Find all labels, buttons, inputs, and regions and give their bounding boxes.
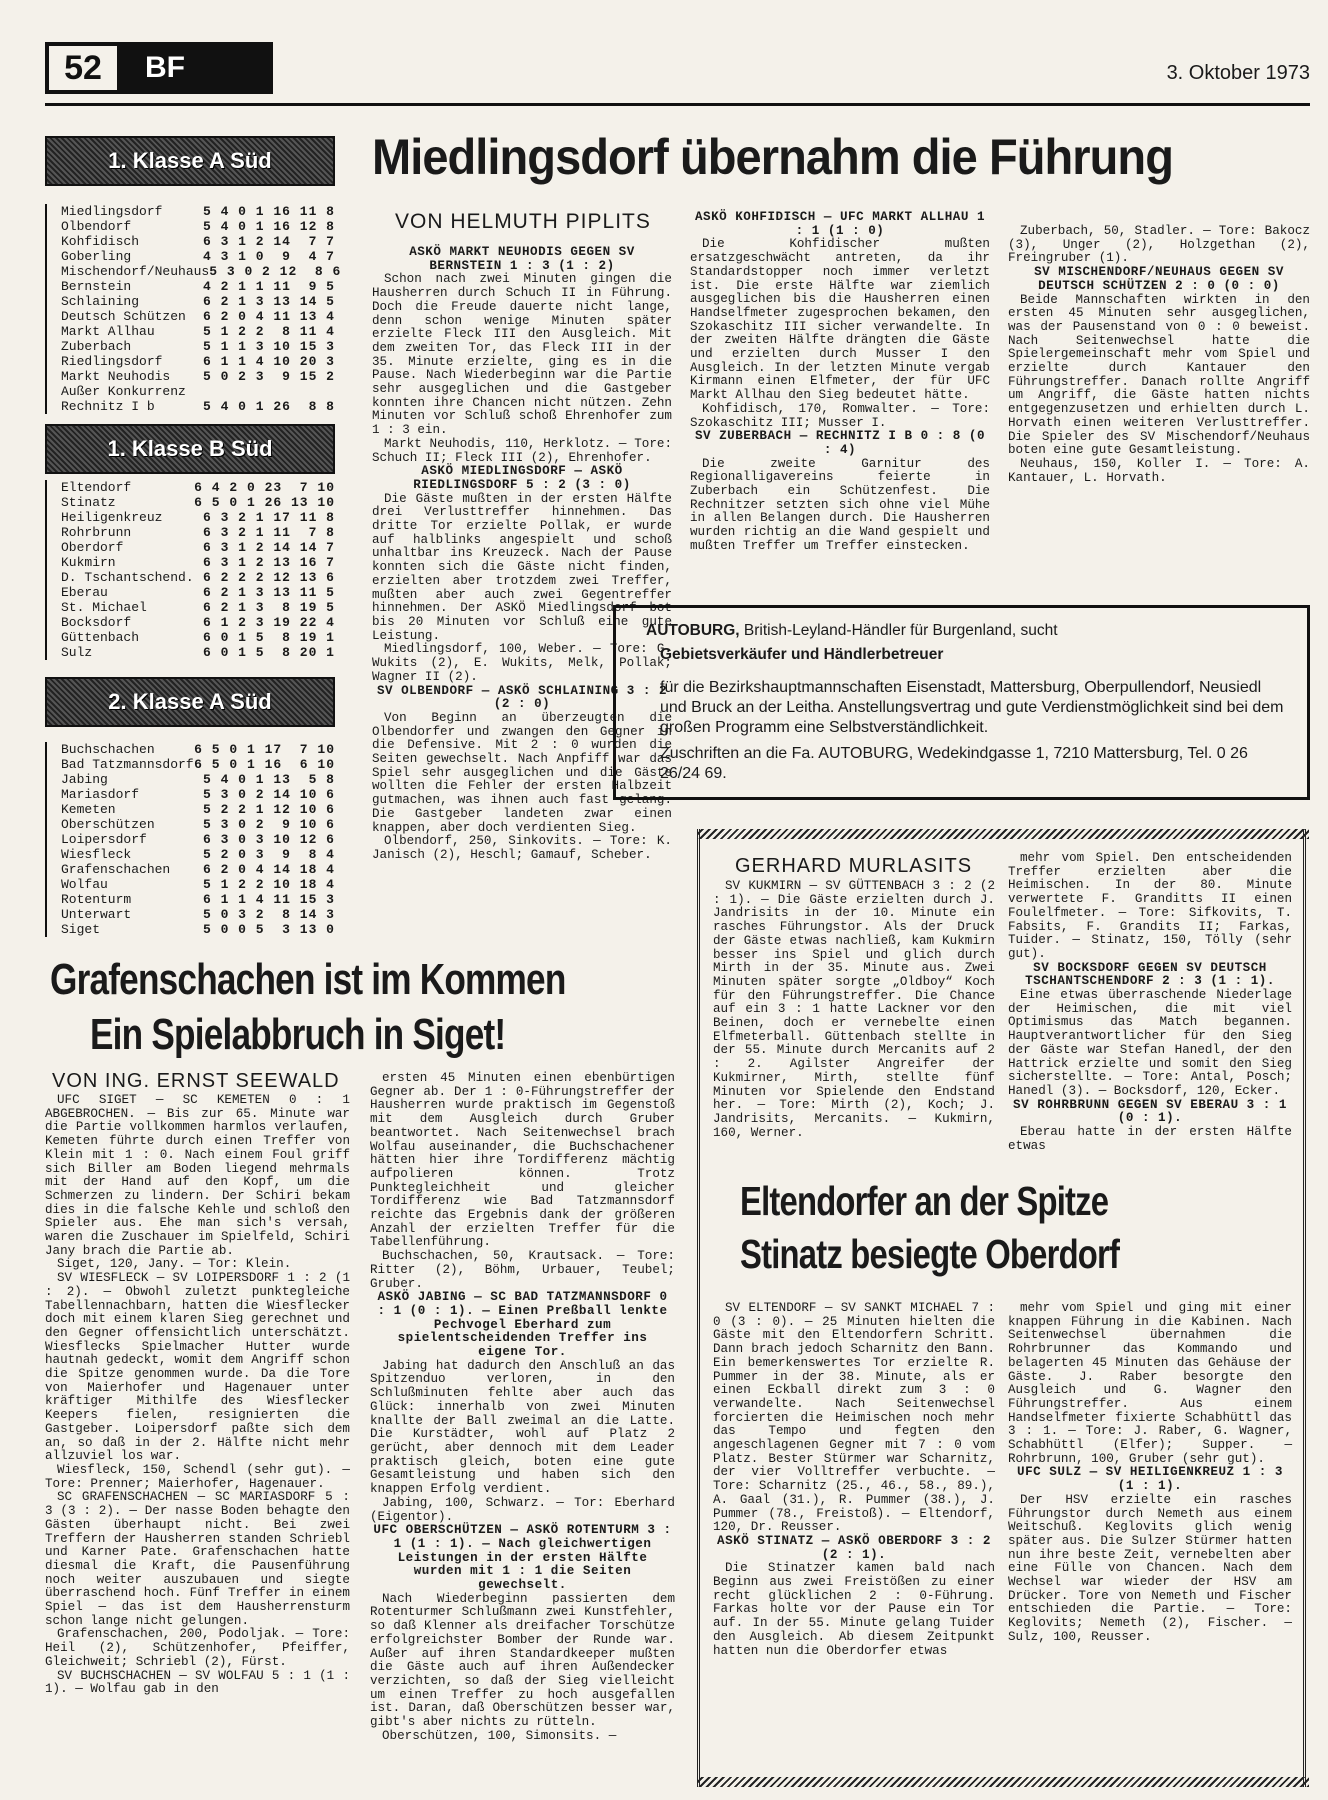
table-row	[61, 480, 335, 495]
table-row	[61, 757, 335, 772]
team-stats: 4 2 1 1 11 9 5	[202, 279, 335, 294]
paragraph: Die Gäste mußten in der ersten Hälfte drei Verlusttreffer hinnehmen. Das dritte Tor erzielte Pollak, er wurde auf halblinks angespielt und schoß unhaltbar ins Kreuzeck. Nach der Pause konnten sich die Gäste nicht finden, erzielten aber trotzdem zwei Treffer, mußten aber auch zwei Gegentreffer hinnehmen. Der ASKÖ Miedlingsdorf bot bis 20 Minuten vor Schluß eine gute Leistung.	[372, 491, 672, 643]
table-row	[61, 742, 335, 757]
team-name: Schlaining	[61, 294, 140, 309]
masthead	[45, 42, 1310, 106]
table-row	[61, 249, 335, 264]
table-row	[61, 525, 335, 540]
table-row	[61, 540, 335, 555]
team-stats: 4 3 1 0 9 4 7	[202, 249, 335, 264]
paragraph: Die zweite Garnitur des Regionalligavereins feierte in Zuberbach ein Schützenfest. Die Rechnitzer setzten sich ohne viel Mühe in allen Belangen durch. Die Hausherren wurden richtig an die Wand gespielt und mußten Treffer um Treffer einstecken.	[690, 456, 990, 553]
match-heading: SV OLBENDORF — ASKÖ SCHLAINING 3 : 2 (2 : 0)	[376, 683, 668, 712]
team-name: Loipersdorf	[61, 832, 147, 847]
headline-spielabbruch: Ein Spielabbruch in Siget!	[90, 1010, 506, 1059]
team-stats: 6 3 2 1 17 11 8	[202, 510, 335, 525]
byline-seewald: VON ING. ERNST SEEWALD	[52, 1070, 340, 1092]
match-heading: SV ROHRBRUNN GEGEN SV EBERAU 3 : 1 (0 : 1).	[1013, 1097, 1287, 1126]
paragraph: SV ELTENDORF — SV SANKT MICHAEL 7 : 0 (3 : 0). — 25 Minuten hielten die Gäste mit den Eltendorfern Schritt. Dann brach jedoch Scharnitz den Bann. Ein bemerkenswertes Tor erzielte R. Pummer in der 38. Minute, als er einen Eckball direkt zum 3 : 0 verwandelte. Nach Seitenwechsel forcierten die Heimischen noch mehr das Tempo und fegten den angeschlagenen Gegner mit 7 : 0 vom Platz. Bester Stürmer war Scharnitz, der vier Volltreffer verbuchte. — Tore: Scharnitz (25., 46., 58., 89.), A. Gaal (31.), R. Pummer (38.), J. Pummer (78., Freistoß). — Eltendorf, 120, Dr. Reusser.	[713, 1301, 995, 1535]
team-stats: 5 2 0 3 9 8 4	[202, 847, 335, 862]
byline-piplits: VON HELMUTH PIPLITS	[395, 210, 651, 233]
table-row	[61, 570, 335, 585]
ad-intro: British-Leyland-Händler für Burgenland, sucht	[743, 622, 1058, 639]
paragraph: Jabing hat dadurch den Anschluß an das Spitzenduo verloren, in den Schlußminuten fehlte aber auch das Glück: innerhalb von zwei Minuten knallte der Ball zweimal an die Latte. Die Kurstädter, wohl auf Platz 2 gerücht, aber dennoch mit dem Leader praktisch gleich, boten eine gute Gesamtleistung und haben sich den knappen Erfolg verdient.	[370, 1358, 675, 1497]
team-stats: 5 1 1 3 10 15 3	[202, 339, 335, 354]
team-name: Bocksdorf	[61, 615, 132, 630]
team-name: Jabing	[61, 772, 108, 787]
match-heading: SV MISCHENDORF/NEUHAUS GEGEN SV DEUTSCH SCHÜTZEN 2 : 0 (0 : 0)	[1034, 265, 1284, 293]
table-row	[61, 369, 335, 384]
table-row	[61, 309, 335, 324]
team-stats: 5 1 2 2 10 18 4	[202, 877, 335, 892]
table-row	[61, 294, 335, 309]
match-heading: ASKÖ KOHFIDISCH — UFC MARKT ALLHAU 1 : 1 (1 : 0)	[694, 210, 986, 238]
ad-company: AUTOBURG,	[646, 622, 740, 639]
ad-line-1	[646, 622, 1289, 640]
paragraph: Der HSV erzielte ein rasches Führungstor durch Nemeth aus einem Weitschuß. Keglovits glich wenig später aus. Die Sulzer Stürmer hatten nun ihre beste Zeit, vernebelten aber eine Fülle von Chancen. Nach dem Wechsel war wieder der HSV am Drücker. Tore von Nemeth und Fischer entschieden die Partie. — Tore: Keglovits; Nemeth (2), Fischer. — Sulz, 100, Reusser.	[1008, 1492, 1292, 1644]
team-name: D. Tschantschend.	[61, 570, 194, 585]
team-name: Mariasdorf	[61, 787, 140, 802]
team-stats: 5 4 0 1 16 11 8	[202, 204, 335, 219]
paragraph: Buchschachen, 50, Krautsack. — Tore: Ritter (2), Böhm, Urbauer, Teubel; Gruber.	[370, 1249, 675, 1291]
team-name: Siget	[61, 922, 101, 937]
team-name: Rohrbrunn	[61, 525, 132, 540]
team-stats: 5 3 0 2 14 10 6	[202, 787, 335, 802]
table-row	[61, 630, 335, 645]
article4-column-1	[713, 1302, 995, 1770]
job-advertisement	[613, 605, 1310, 800]
team-stats: 6 3 0 3 10 12 6	[202, 832, 335, 847]
paragraph: SV BUCHSCHACHEN — SV WOLFAU 5 : 1 (1 : 1). — Wolfau gab in den	[45, 1668, 350, 1697]
team-stats: 5 3 0 2 9 10 6	[202, 817, 335, 832]
byline-murlasits: GERHARD MURLASITS	[735, 855, 973, 877]
page-header-box	[45, 42, 273, 94]
team-name: Zuberbach	[61, 339, 132, 354]
article2-column-1	[45, 1094, 350, 1784]
team-stats: 6 1 2 3 19 22 4	[202, 615, 335, 630]
table-row	[61, 204, 335, 219]
table-row	[61, 847, 335, 862]
team-name: Wolfau	[61, 877, 108, 892]
box-border-left	[697, 829, 701, 1787]
paragraph: SC GRAFENSCHACHEN — SC MARIASDORF 5 : 3 (3 : 2). — Der nasse Boden behagte den Gästen überhaupt nicht. Bei zwei Treffern der Hausherren standen Schriebl und Karner Pate. Grafenschachen hatte diesmal die Kraft, die Pausenführung noch weiter auszubauen und siegte überraschend hoch. Fünf Treffer in einem Spiel — das ist dem Hausherrensturm schon lange nicht gelungen.	[45, 1490, 350, 1628]
paragraph: mehr vom Spiel und ging mit einer knappen Führung in die Kabinen. Nach Seitenwechsel übernahmen die Rohrbrunner das Kommando und belagerten 45 Minuten das Gehäuse der Gäste. J. Raber besorgte den Ausgleich und G. Wagner den Führungstreffer. Aus einem Handselfmeter fixierte Schabhüttl das 3 : 1. — Tore: J. Raber, G. Wagner, Schabhüttl (Elfer); Supper. — Rohrbrunn, 100, Gruber (sehr gut).	[1008, 1301, 1292, 1466]
box-border-bottom	[697, 1777, 1309, 1787]
table-row	[61, 384, 335, 399]
league-table-2	[45, 480, 335, 660]
paragraph: SV KUKMIRN — SV GÜTTENBACH 3 : 2 (2 : 1). — Die Gäste erzielten durch J. Jandrisits in der 10. Minute ein rasches Führungstor. Als der Druck der Gäste etwas nachließ, kam Kukmirn besser ins Spiel und glich durch Mirth in der 35. Minute aus. Zwei Minuten später sorgte „Oldboy“ Koch für den Führungstreffer. Die Chance auf ein 3 : 1 hatte Lackner vor den Beinen, doch er vernebelte einen Elfmeterball. Güttenbach stellte in der 55. Minute durch Mercanits auf 2 : 2. Agilster Angreifer der Kukmirner, Mirth, stellte fünf Minuten vor Spielende den Endstand her. — Tore: Mirth (2), Koch; J. Jandrisits, Mercanits. — Kukmirn, 160, Werner.	[713, 879, 995, 1140]
table-row	[61, 907, 335, 922]
team-name: Unterwart	[61, 907, 132, 922]
team-name: Riedlingsdorf	[61, 354, 163, 369]
team-stats: 6 0 1 5 8 19 1	[202, 630, 335, 645]
team-stats: 5 0 2 3 9 15 2	[202, 369, 335, 384]
team-stats: 6 3 1 2 14 14 7	[202, 540, 335, 555]
paragraph: Olbendorf, 250, Sinkovits. — Tore: K. Janisch (2), Heschl; Gamauf, Scheber.	[372, 834, 672, 862]
paragraph: Die Stinatzer kamen bald nach Beginn aus zwei Freistößen zu einer recht glücklichen 2 : 0-Führung. Farkas holte vor der Pause ein Tor auf. In der 55. Minute gelang Tuider den Ausgleich. Ab diesem Zeitpunkt hatten nun die Oberdorfer etwas	[713, 1561, 995, 1658]
ad-contact: Zuschriften an die Fa. AUTOBURG, Wedekindgasse 1, 7210 Mattersburg, Tel. 0 26 26/24 69.	[660, 745, 1248, 782]
headline-grafenschachen: Grafenschachen ist im Kommen	[50, 955, 566, 1004]
paragraph: Siget, 120, Jany. — Tor: Klein.	[57, 1257, 292, 1272]
team-stats: 6 5 0 1 16 6 10	[194, 757, 335, 772]
table-row	[61, 339, 335, 354]
paragraph: Jabing, 100, Schwarz. — Tor: Eberhard (Eigentor).	[370, 1495, 675, 1524]
paragraph: Grafenschachen, 200, Podoljak. — Tore: Heil (2), Schützenhofer, Pfeiffer, Gleichweit; Schriebl (2), Fürst.	[45, 1627, 350, 1669]
team-name: Heiligenkreuz	[61, 510, 163, 525]
article1-column-1	[372, 246, 672, 944]
team-name: Grafenschachen	[61, 862, 171, 877]
team-name: Goberling	[61, 249, 132, 264]
table-row	[61, 787, 335, 802]
table-row	[61, 802, 335, 817]
paragraph: Wiesfleck, 150, Schendl (sehr gut). — Tore: Prenner; Maierhofer, Hagenauer.	[45, 1462, 350, 1491]
team-stats: 6 3 1 2 14 7 7	[202, 234, 335, 249]
table-row	[61, 264, 342, 279]
paragraph: Die Kohfidischer mußten ersatzgeschwächt antreten, da ihr Standardstopper noch immer verletzt ist. Die erste Hälfte war ziemlich ausgeglichen bis die Hausherren einen Handselfmeter zugesprochen bekamen, den Szokaschitz III sicher verwandelte. In der zweiten Hälfte drängten die Gäste und erzielten durch Musser I den Ausgleich. In der letzten Minute vergab Kirmann einen Elfmeter, der für UFC Markt Allhau den Sieg bedeutet hätte.	[690, 237, 990, 403]
headline-miedlingsdorf: Miedlingsdorf übernahm die Führung	[372, 129, 1173, 185]
table-row	[61, 645, 335, 660]
team-name: Markt Allhau	[61, 324, 155, 339]
team-stats: 6 5 0 1 17 7 10	[194, 742, 335, 757]
team-name: Güttenbach	[61, 630, 140, 645]
article2-column-2	[370, 1072, 675, 1784]
table-row	[61, 600, 335, 615]
paragraph: ersten 45 Minuten einen ebenbürtigen Gegner ab. Der 1 : 0-Führungstreffer der Hausherren wurde praktisch im Gegenstoß mit dem Ausgleich durch Gruber beantwortet. Nach Seitenwechsel brach Wolfau auseinander, die Buchschachener hätten hier ihre Tordifferenz mächtig aufpolieren können. Trotz Punktegleichheit und gleicher Tordifferenz wie Bad Tatzmannsdorf reichte das Ergebnis dank der größeren Anzahl der erzielten Treffer für die Tabellenführung.	[370, 1071, 675, 1250]
headline-eltendorfer: Eltendorfer an der Spitze	[740, 1178, 1109, 1224]
table-3-title: 2. Klasse A Süd	[45, 677, 335, 727]
paragraph: Eberau hatte in der ersten Hälfte etwas	[1008, 1125, 1292, 1153]
team-stats: 6 3 1 2 13 16 7	[202, 555, 335, 570]
paragraph: Eine etwas überraschende Niederlage der Heimischen, die mit viel Optimismus das Match begannen. Hauptverantwortlicher für den Sieg der Gäste war Stefan Hanedl, der den Hattrick erzielte und somit den Sieg sicherstellte. — Tore: Antal, Posch; Hanedl (3). — Bocksdorf, 120, Ecker.	[1008, 988, 1292, 1098]
team-name: Außer Konkurrenz	[61, 384, 186, 399]
paragraph: Oberschützen, 100, Simonsits. —	[382, 1728, 617, 1743]
team-stats: 5 4 0 1 13 5 8	[202, 772, 335, 787]
headline-stinatz: Stinatz besiegte Oberdorf	[740, 1231, 1120, 1277]
team-stats: 5 0 3 2 8 14 3	[202, 907, 335, 922]
team-name: St. Michael	[61, 600, 147, 615]
table-row	[61, 219, 335, 234]
article1-column-3	[1008, 225, 1310, 571]
match-heading: ASKÖ MARKT NEUHODIS GEGEN SV BERNSTEIN 1 : 3 (1 : 2)	[409, 245, 635, 273]
issue-date: 3. Oktober 1973	[1166, 62, 1310, 84]
team-name: Kukmirn	[61, 555, 116, 570]
match-heading: SV BOCKSDORF GEGEN SV DEUTSCH TSCHANTSCHENDORF 2 : 3 (1 : 1).	[1025, 960, 1275, 989]
paragraph: UFC SIGET — SC KEMETEN 0 : 1 ABGEBROCHEN. — Bis zur 65. Minute war die Partie vollkommen harmlos verlaufen, Kemeten führte durch einen Treffer von Klein mit 1 : 0. Nach einem Foul griff sich Biller am Boden liegend mehrmals mit der Hand auf den Kopf, um die Schmerzen zu lindern. Der Schiri bekam dies in die falsche Kehle und schloß den Spieler aus. Ehe man sich's versah, waren die Zuschauer im Spielfeld, Schiri Jany brach die Partie ab.	[45, 1093, 350, 1258]
table-2-title: 1. Klasse B Süd	[45, 424, 335, 474]
paragraph: Beide Mannschaften wirkten in den ersten 45 Minuten sehr ausgeglichen, was der Pausenstand von 0 : 0 beweist. Nach Seitenwechsel hatte die Spielergemeinschaft mehr vom Spiel und erzielte durch Kantauer den Führungstreffer. Danach rollte Angriff um Angriff, die Gäste hatten nichts entgegenzusetzen und erhielten durch L. Horvath einen weiteren Verlusttreffer. Die Spieler des SV Mischendorf/Neuhaus boten eine gute Gesamtleistung.	[1008, 292, 1310, 458]
table-row	[61, 615, 335, 630]
team-stats: 6 1 1 4 11 15 3	[202, 892, 335, 907]
team-name: Olbendorf	[61, 219, 132, 234]
team-stats: 5 4 0 1 26 8 8	[202, 399, 335, 414]
paragraph: Nach Wiederbeginn passierten dem Rotenturmer Schlußmann zwei Kunstfehler, so daß Klenner als dreifacher Torschütze erfolgreichster Bomber der Runde war. Außer auf ihren Standardkeeper mußten die Gäste auch auf ihren Außendecker verzichten, so daß der Sieg vielleicht um einen Treffer zu hoch ausgefallen ist. Daran, daß Oberschützen besser war, gibt's aber nichts zu rütteln.	[370, 1591, 675, 1730]
table-row	[61, 510, 335, 525]
team-stats: 6 2 0 4 14 18 4	[202, 862, 335, 877]
table-row	[61, 922, 335, 937]
article3-column-1	[713, 880, 995, 1142]
team-name: Eberau	[61, 585, 108, 600]
page-number: 52	[49, 46, 117, 90]
paragraph: Zuberbach, 50, Stadler. — Tore: Bakocz (3), Unger (2), Holzgethan (2), Freingruber (1).	[1008, 224, 1310, 266]
article3-column-2	[1008, 851, 1292, 1153]
team-name: Kemeten	[61, 802, 116, 817]
match-heading: ASKÖ JABING — SC BAD TATZMANNSDORF 0 : 1 (0 : 1). — Einen Preßball lenkte Pechvogel Eberhard zum spielentscheidenden Treffer ins eigene Tor.	[377, 1290, 668, 1360]
table-row	[61, 399, 335, 414]
team-stats: 5 4 0 1 16 12 8	[202, 219, 335, 234]
paragraph: Schon nach zwei Minuten gingen die Hausherren durch Schuch II in Führung. Doch die Freude dauerte nicht lange, denn schon wenige Minuten später erzielte Fleck III den Ausgleich. Mit dem zweiten Tor, das Fleck III in der 35. Minute erzielte, ging es in die Pause. Nach Wiederbeginn war die Partie sehr ausgeglichen und die Gastgeber konnten ihre Chancen nicht nützen. Zehn Minuten vor Schluß schoß Ehrenhofer zum 1 : 3 ein.	[372, 272, 672, 438]
section-label: BF	[145, 51, 185, 84]
team-stats: 6 1 1 4 10 20 3	[202, 354, 335, 369]
paragraph: Miedlingsdorf, 100, Weber. — Tore: G. Wukits (2), E. Wukits, Melk, Pollak; Wagner II (2).	[372, 642, 672, 684]
team-stats: 5 2 2 1 12 10 6	[202, 802, 335, 817]
paragraph: Von Beginn an überzeugten die Olbendorfer und zwangen den Gegner in die Defensive. Mit 2 : 0 wurden die Seiten gewechselt. Nach Anpfiff war das Spiel sehr ausgeglichen und die Gäste wollten die Fehler der ersten Halbzeit gutmachen, was ihnen auch fast gelang. Die Gastgeber landeten zwar einen knappen, aber doch verdienten Sieg.	[372, 710, 672, 835]
table-row	[61, 555, 335, 570]
match-heading: ASKÖ MIEDLINGSDORF — ASKÖ RIEDLINGSDORF 5 : 2 (3 : 0)	[413, 464, 631, 492]
table-row	[61, 279, 335, 294]
ad-body: für die Bezirkshauptmannschaften Eisenstadt, Mattersburg, Oberpullendorf, Neusiedl und Bruck an der Leitha. Anstellungsvertrag und gute Verdienstmöglichkeit sind bei dem großen Programm eine Selbstverständlichkeit.	[660, 679, 1284, 736]
team-name: Miedlingsdorf	[61, 204, 163, 219]
league-table-3	[45, 742, 335, 937]
team-name: Deutsch Schützen	[61, 309, 186, 324]
paragraph: mehr vom Spiel. Den entscheidenden Treffer erzielten aber die Heimischen. In der 80. Minute verwertete F. Granditts II einen Foulelfmeter. — Tore: Sifkovits, T. Fabsits, F. Grandits II; Farkas, Tuider. — Stinatz, 150, Tölly (sehr gut).	[1008, 851, 1292, 961]
table-row	[61, 877, 335, 892]
box-border-top	[697, 829, 1309, 839]
match-heading: SV ZUBERBACH — RECHNITZ I B 0 : 8 (0 : 4)	[694, 429, 986, 457]
team-name: Bad Tatzmannsdorf	[61, 757, 194, 772]
table-row	[61, 585, 335, 600]
article1-column-2	[690, 211, 990, 571]
team-name: Oberschützen	[61, 817, 155, 832]
team-stats: 6 2 1 3 13 14 5	[202, 294, 335, 309]
table-row	[61, 832, 335, 847]
team-name: Stinatz	[61, 495, 116, 510]
table-row	[61, 772, 335, 787]
paragraph: Neuhaus, 150, Koller I. — Tore: A. Kantauer, L. Horvath.	[1008, 456, 1310, 485]
team-name: Rechnitz I b	[61, 399, 155, 414]
ad-position: Gebietsverkäufer und Händlerbetreuer	[660, 646, 944, 663]
team-stats: 6 2 1 3 8 19 5	[202, 600, 335, 615]
team-name: Wiesfleck	[61, 847, 132, 862]
league-table-1	[45, 204, 342, 414]
match-heading: UFC SULZ — SV HEILIGENKREUZ 1 : 3 (1 : 1).	[1017, 1465, 1283, 1494]
team-stats: 5 3 0 2 12 8 6	[209, 264, 342, 279]
team-stats: 6 2 1 3 13 11 5	[202, 585, 335, 600]
table-row	[61, 495, 335, 510]
table-row	[61, 862, 335, 877]
paragraph: SV WIESFLECK — SV LOIPERSDORF 1 : 2 (1 : 2). — Obwohl zuletzt punktegleiche Tabellennachbarn, hatten die Wiesflecker doch mit einem klaren Sieg gerechnet und den Gegner offensichtlich unterschätzt. Wiesflecks Spielmacher Hutter wurde hautnah gedeckt, womit dem Angriff schon die Spitze genommen wurde. Da die Tore von Maierhofer und Hagenauer unter kräftiger Mithilfe des Wiesflecker Keepers fielen, resignierten die Gastgeber. Loipersdorf paßte sich dem an, so daß in der 2. Hälfte nicht mehr allzuviel los war.	[45, 1271, 350, 1464]
match-heading: ASKÖ STINATZ — ASKÖ OBERDORF 3 : 2 (2 : 1).	[717, 1533, 991, 1562]
paragraph: Kohfidisch, 170, Romwalter. — Tore: Szokaschitz III; Musser I.	[690, 401, 990, 430]
team-stats: 6 0 1 5 8 20 1	[202, 645, 335, 660]
team-name: Rotenturm	[61, 892, 132, 907]
team-name: Buchschachen	[61, 742, 155, 757]
table-row	[61, 817, 335, 832]
team-name: Kohfidisch	[61, 234, 140, 249]
team-name: Sulz	[61, 645, 93, 660]
team-name: Markt Neuhodis	[61, 369, 171, 384]
table-row	[61, 234, 335, 249]
box-border-right	[1303, 829, 1307, 1787]
team-stats: 6 2 2 2 12 13 6	[202, 570, 335, 585]
team-name: Oberdorf	[61, 540, 124, 555]
match-heading: UFC OBERSCHÜTZEN — ASKÖ ROTENTURM 3 : 1 (1 : 1). — Nach gleichwertigen Leistungen in der ersten Hälfte wurden mit 1 : 1 die Seiten gewechselt.	[373, 1523, 672, 1593]
team-name: Bernstein	[61, 279, 132, 294]
table-1-title: 1. Klasse A Süd	[45, 136, 335, 186]
table-row	[61, 354, 335, 369]
table-row	[61, 892, 335, 907]
team-stats: 6 2 0 4 11 13 4	[202, 309, 335, 324]
team-stats: 5 1 2 2 8 11 4	[202, 324, 335, 339]
team-stats: 5 0 0 5 3 13 0	[202, 922, 335, 937]
paragraph: Markt Neuhodis, 110, Herklotz. — Tore: Schuch II; Fleck III (2), Ehrenhofer.	[372, 436, 672, 465]
article4-column-2	[1008, 1302, 1292, 1770]
team-stats: 6 5 0 1 26 13 10	[194, 495, 335, 510]
team-stats: 6 3 2 1 11 7 8	[202, 525, 335, 540]
team-name: Mischendorf/Neuhaus	[61, 264, 210, 279]
table-row	[61, 324, 335, 339]
team-stats: 6 4 2 0 23 7 10	[194, 480, 335, 495]
team-name: Eltendorf	[61, 480, 132, 495]
